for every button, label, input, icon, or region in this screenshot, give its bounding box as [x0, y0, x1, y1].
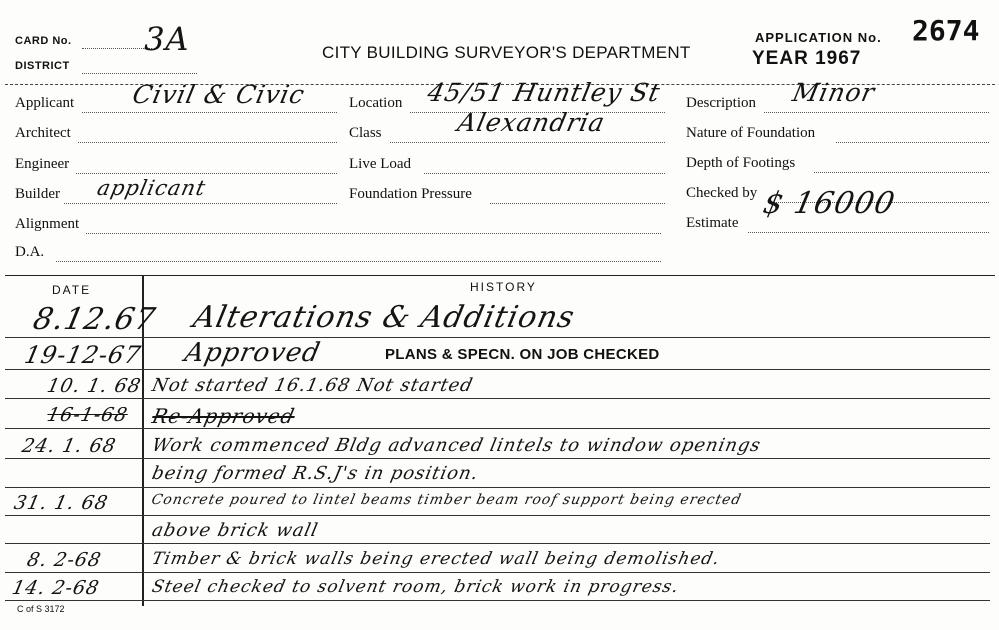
live-load-rule: [424, 173, 665, 174]
history-rule: [5, 337, 990, 338]
history-entry: Re-Approved: [150, 404, 298, 428]
form-number: C of S 3172: [17, 604, 65, 614]
architect-rule: [78, 142, 337, 143]
location-label: Location: [349, 95, 403, 111]
builder-label: Builder: [15, 186, 60, 202]
history-date: 24. 1. 68: [20, 435, 119, 457]
history-rule: [5, 398, 990, 399]
application-no-value: 2674: [912, 14, 980, 47]
estimate-rule: [748, 232, 989, 233]
applicant-value: Civil & Civic: [130, 80, 308, 109]
history-date: 16-1-68: [45, 404, 130, 426]
history-rule: [5, 572, 990, 573]
history-rule: [5, 600, 990, 601]
date-column-header: DATE: [52, 283, 92, 297]
location-value-suburb: Alexandria: [455, 108, 608, 137]
history-rule: [5, 428, 990, 429]
foundation-pressure-rule: [490, 203, 665, 204]
department-title: CITY BUILDING SURVEYOR'S DEPARTMENT: [322, 43, 691, 62]
history-rule: [5, 543, 990, 544]
estimate-label: Estimate: [686, 215, 739, 231]
nature-of-foundation-label: Nature of Foundation: [686, 125, 816, 141]
history-entry: Timber & brick walls being erected wall being demolished.: [150, 549, 722, 569]
history-date: 8.12.67: [30, 302, 159, 337]
year-label: YEAR 1967: [752, 48, 862, 69]
engineer-rule: [76, 173, 337, 174]
class-rule: [390, 142, 665, 143]
history-column-header: HISTORY: [470, 280, 537, 294]
builder-value: applicant: [95, 176, 209, 200]
district-rule: [82, 73, 197, 74]
builder-rule: [64, 203, 337, 204]
depth-of-footings-rule: [814, 172, 989, 173]
da-rule: [56, 261, 661, 262]
history-entry: Alterations & Additions: [190, 300, 579, 335]
history-date: 8. 2-68: [25, 549, 104, 571]
history-date: 19-12-67: [22, 341, 144, 369]
history-entry: Concrete poured to lintel beams timber beam roof support being erected: [150, 492, 744, 508]
class-label: Class: [349, 125, 382, 141]
history-date: 10. 1. 68: [45, 375, 144, 397]
applicant-rule: [82, 112, 337, 113]
card-no-value: 3A: [140, 20, 194, 58]
history-rule: [5, 458, 990, 459]
description-rule: [764, 112, 989, 113]
depth-of-footings-label: Depth of Footings: [686, 155, 796, 171]
history-date: 14. 2-68: [10, 577, 102, 599]
history-date: 31. 1. 68: [12, 492, 111, 514]
description-value: Minor: [790, 78, 878, 107]
engineer-label: Engineer: [15, 156, 70, 172]
history-rule: [5, 369, 990, 370]
applicant-label: Applicant: [15, 95, 75, 111]
live-load-label: Live Load: [349, 156, 412, 172]
location-value: 45/51 Huntley St: [425, 78, 664, 107]
history-top-border: [5, 275, 995, 276]
alignment-label: Alignment: [15, 216, 80, 232]
nature-of-foundation-rule: [836, 142, 989, 143]
application-no-label: APPLICATION No.: [755, 30, 882, 45]
card-no-label: CARD No.: [15, 35, 72, 47]
da-label: D.A.: [15, 244, 45, 260]
architect-label: Architect: [15, 125, 71, 141]
alignment-rule: [86, 233, 661, 234]
history-entry: above brick wall: [150, 520, 321, 541]
history-rule: [5, 487, 990, 488]
history-entry: Not started 16.1.68 Not started: [150, 375, 476, 396]
history-rule: [5, 515, 990, 516]
description-label: Description: [686, 95, 756, 111]
history-entry: Approved: [182, 338, 324, 368]
estimate-value: $ 16000: [760, 186, 899, 221]
checked-by-label: Checked by: [686, 185, 758, 201]
district-label: DISTRICT: [15, 60, 70, 72]
foundation-pressure-label: Foundation Pressure: [349, 186, 472, 202]
history-entry: being formed R.S.J's in position.: [150, 463, 481, 484]
history-entry: Work commenced Bldg advanced lintels to window openings: [150, 435, 764, 456]
history-entry: Steel checked to solvent room, brick work in progress.: [150, 577, 681, 597]
plans-checked-stamp: PLANS & SPECN. ON JOB CHECKED: [385, 346, 660, 363]
